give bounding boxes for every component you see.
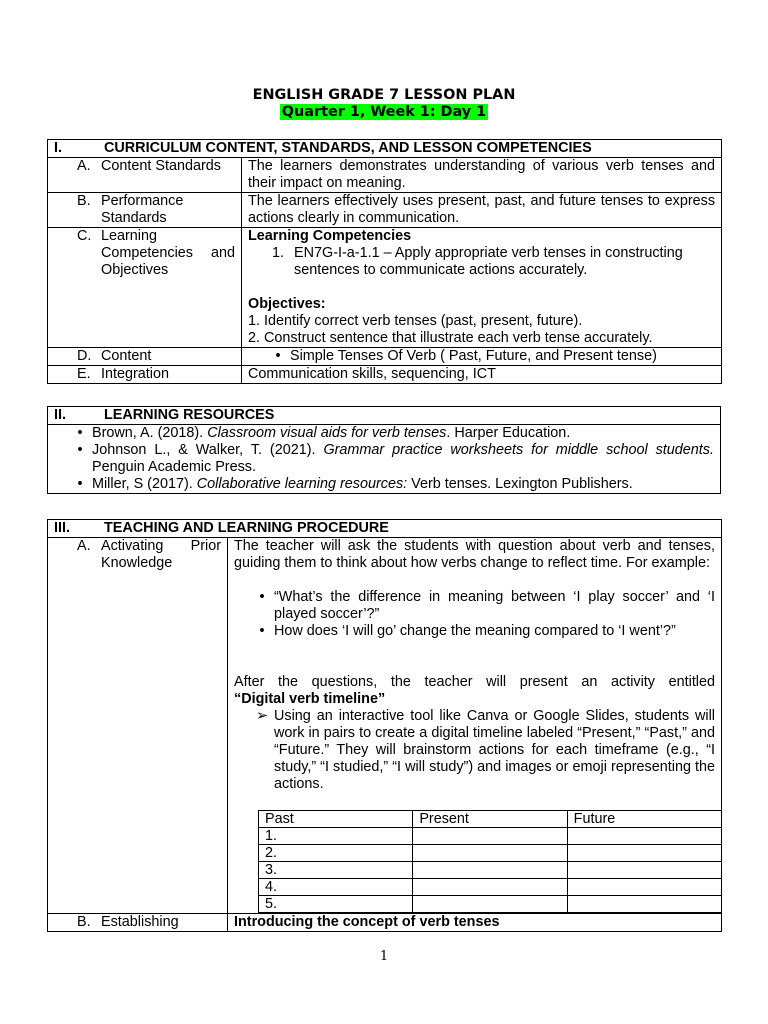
- row-content: [228, 538, 722, 914]
- row-number: 4.: [259, 879, 413, 896]
- activity-title: “Digital verb timeline”: [234, 691, 386, 707]
- row-label: Content: [101, 348, 152, 364]
- timeline-row: [259, 828, 722, 845]
- reference-author: Johnson L., & Walker, T. (2021).: [92, 442, 324, 458]
- bullet-icon: •: [275, 348, 281, 364]
- learning-resources-table: [47, 406, 721, 494]
- row-content: The learners effectively uses present, past, and future tenses to express actions clearly in communication.: [242, 193, 722, 228]
- row-letter: B.: [77, 914, 91, 930]
- row-label: Learning Competencies and Objectives: [101, 228, 235, 278]
- activity-after-text: After the questions, the teacher will present an activity entitled: [234, 674, 716, 690]
- activity-intro: The teacher will ask the students with question about verb and tenses, guiding them to think about how verbs change to reflect time. For example:: [234, 538, 716, 571]
- verb-timeline-table: [258, 810, 722, 913]
- document-subtitle: [0, 104, 768, 120]
- row-label: Activating Prior Knowledge: [101, 538, 221, 571]
- section-header: [48, 407, 721, 425]
- document-title: ENGLISH GRADE 7 LESSON PLAN: [252, 87, 516, 103]
- row-label: Integration: [101, 366, 170, 382]
- reference-author: Brown, A. (2018).: [92, 425, 208, 441]
- row-letter: E.: [77, 366, 91, 382]
- question-item: [234, 623, 715, 640]
- row-content: Introducing the concept of verb tenses: [228, 914, 722, 932]
- timeline-cell[interactable]: [413, 879, 567, 896]
- table-row: [48, 538, 722, 914]
- page-number: 1: [379, 949, 389, 964]
- reference-item: [68, 425, 714, 442]
- competencies-heading: Learning Competencies: [248, 228, 412, 244]
- content-bullet-text: Simple Tenses Of Verb ( Past, Future, and Present tense): [290, 348, 657, 364]
- timeline-cell[interactable]: [413, 862, 567, 879]
- row-letter: A.: [77, 538, 91, 554]
- reference-title: Grammar practice worksheets for middle school students.: [323, 442, 715, 458]
- section-number: III.: [54, 520, 70, 536]
- timeline-cell[interactable]: [413, 828, 567, 845]
- row-content: [242, 228, 722, 348]
- timeline-header-row: [259, 811, 722, 828]
- bullet-icon: •: [259, 623, 265, 639]
- reference-publisher: Verb tenses. Lexington Publishers.: [407, 476, 633, 492]
- reference-item: [68, 442, 714, 476]
- section-number: II.: [54, 407, 66, 423]
- section-title: TEACHING AND LEARNING PROCEDURE: [104, 520, 389, 536]
- table-row: [48, 914, 722, 932]
- row-letter: D.: [77, 348, 92, 364]
- objective-item: 2. Construct sentence that illustrate each verb tense accurately.: [248, 330, 653, 346]
- section-header: [48, 520, 722, 538]
- activity-step: [234, 708, 715, 793]
- table-row: [48, 425, 721, 494]
- row-letter: B.: [77, 193, 91, 209]
- reference-publisher: Penguin Academic Press.: [92, 459, 256, 475]
- row-number: 1.: [259, 828, 413, 845]
- column-header-past: Past: [259, 811, 413, 828]
- timeline-cell[interactable]: [413, 896, 567, 913]
- activity-step-text: Using an interactive tool like Canva or Google Slides, students will work in pairs to create a digital timeline labeled “Present,” “Past,” and “Future.” They will brainstorm actions for each timeframe (e.g., “I study,” “I studied,” “I will study”) and images or emoji representing the actions.: [274, 708, 716, 792]
- question-text: “What’s the difference in meaning between ‘I play soccer’ and ‘I played soccer’?”: [274, 589, 716, 622]
- row-letter: A.: [77, 158, 91, 174]
- row-number: 2.: [259, 845, 413, 862]
- competency-number: 1.: [272, 245, 285, 261]
- competency-text: EN7G-I-a-1.1 – Apply appropriate verb tenses in constructing sentences to communicate actions accurately.: [294, 245, 683, 278]
- table-row: [48, 228, 722, 348]
- objectives-heading: Objectives:: [248, 296, 326, 312]
- table-row: [48, 158, 722, 193]
- row-content: Communication skills, sequencing, ICT: [242, 366, 722, 384]
- timeline-cell[interactable]: [567, 896, 721, 913]
- bullet-icon: •: [77, 442, 83, 458]
- row-label: Establishing: [101, 914, 179, 930]
- section-title: CURRICULUM CONTENT, STANDARDS, AND LESSON COMPETENCIES: [104, 140, 592, 156]
- timeline-cell[interactable]: [413, 845, 567, 862]
- row-letter: C.: [77, 228, 92, 244]
- bullet-icon: •: [259, 589, 265, 605]
- timeline-cell[interactable]: [567, 845, 721, 862]
- reference-author: Miller, S (2017).: [92, 476, 197, 492]
- subtitle-highlight: Quarter 1, Week 1: Day 1: [281, 104, 487, 120]
- column-header-present: Present: [413, 811, 567, 828]
- reference-publisher: . Harper Education.: [446, 425, 571, 441]
- section-header: [48, 140, 722, 158]
- timeline-cell[interactable]: [567, 828, 721, 845]
- timeline-row: [259, 845, 722, 862]
- table-row: [48, 193, 722, 228]
- timeline-row: [259, 879, 722, 896]
- row-number: 3.: [259, 862, 413, 879]
- column-header-future: Future: [567, 811, 721, 828]
- row-number: 5.: [259, 896, 413, 913]
- reference-item: [68, 476, 714, 493]
- bullet-icon: •: [77, 476, 83, 492]
- timeline-row: [259, 896, 722, 913]
- table-row: [48, 366, 722, 384]
- table-row: [48, 348, 722, 366]
- timeline-cell[interactable]: [567, 862, 721, 879]
- question-text: How does ‘I will go’ change the meaning compared to ‘I went’?”: [274, 623, 676, 639]
- row-label: Content Standards: [101, 158, 222, 174]
- bullet-icon: •: [77, 425, 83, 441]
- curriculum-table: [47, 139, 722, 384]
- timeline-cell[interactable]: [567, 879, 721, 896]
- row-content: The learners demonstrates understanding of various verb tenses and their impact on meaning.: [242, 158, 722, 193]
- question-item: [234, 589, 715, 623]
- section-number: I.: [54, 140, 62, 156]
- timeline-row: [259, 862, 722, 879]
- arrow-bullet-icon: ➢: [255, 708, 269, 724]
- row-content: [242, 348, 722, 366]
- procedure-table: [47, 519, 722, 932]
- row-label: Performance Standards: [101, 193, 184, 226]
- reference-title: Classroom visual aids for verb tenses: [207, 425, 447, 441]
- competency-item: [248, 245, 715, 279]
- objective-item: 1. Identify correct verb tenses (past, present, future).: [248, 313, 583, 329]
- section-title: LEARNING RESOURCES: [104, 407, 275, 423]
- reference-title: Collaborative learning resources:: [196, 476, 408, 492]
